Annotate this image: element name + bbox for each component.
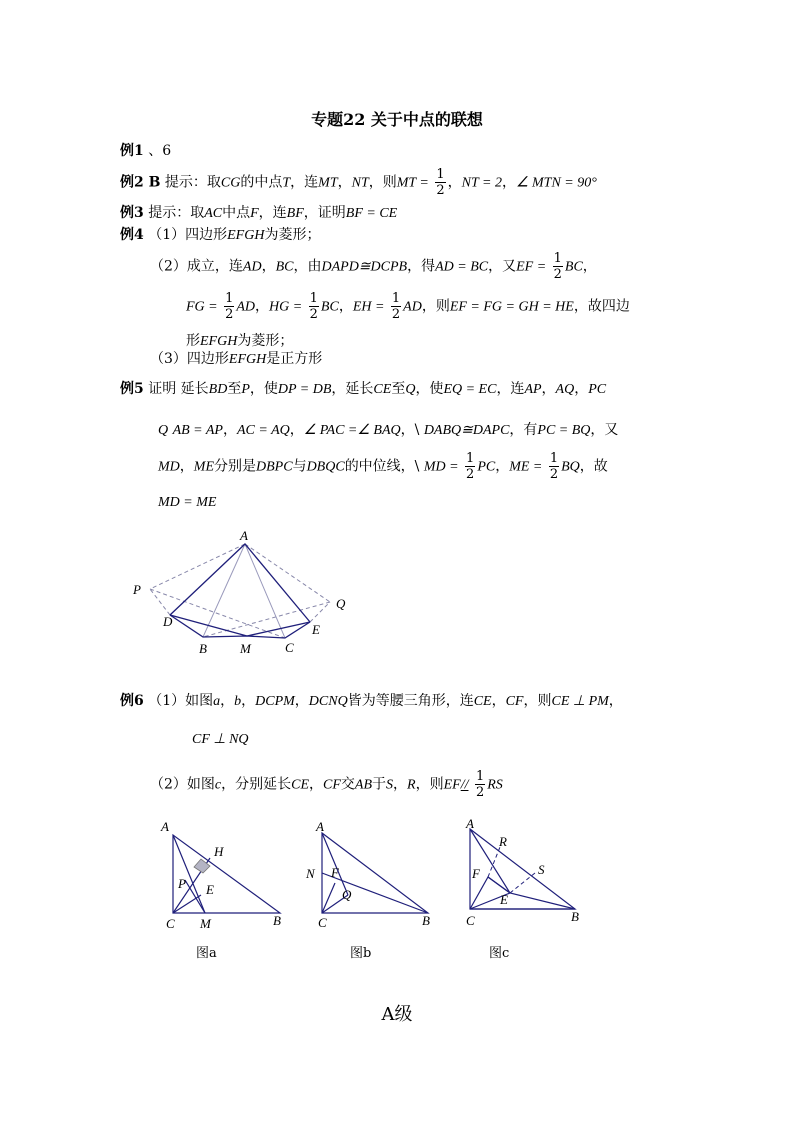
math: EH =: [352, 299, 385, 315]
text: ，使: [249, 381, 278, 397]
fraction: [309, 292, 319, 321]
figure-c: [460, 815, 600, 935]
figure-a: [155, 815, 295, 935]
example-2: [120, 168, 597, 197]
math: CF: [505, 694, 524, 709]
triangle-ABC: [470, 829, 575, 909]
example-2-text: ，连: [290, 174, 319, 191]
math: DABQ≅DAPC: [423, 423, 510, 438]
math: DP = DB: [277, 382, 332, 397]
math: CF: [323, 777, 341, 793]
math: T: [282, 175, 291, 191]
math: c: [214, 777, 222, 793]
math: BQ: [561, 459, 580, 475]
math: FG =: [186, 299, 218, 315]
text: （3）四边形: [150, 351, 229, 367]
comma: ，: [491, 693, 506, 709]
comma: ，: [220, 693, 235, 709]
denominator: 2: [553, 267, 562, 282]
label-M: M: [240, 641, 251, 656]
example-6-label: 例6: [120, 693, 144, 709]
math: S: [386, 777, 394, 793]
comma: ，: [574, 381, 589, 397]
label-A: A: [161, 819, 169, 834]
math: b: [234, 694, 242, 709]
level-heading: A级: [381, 1004, 413, 1025]
text: ，分别延长: [221, 776, 292, 793]
denominator: 2: [225, 307, 234, 322]
math: AD = BC: [435, 259, 489, 275]
fraction: [224, 292, 234, 321]
figure-c-caption: 图c: [489, 946, 510, 961]
comma: ，: [495, 458, 510, 475]
example-2-text: 提示：取: [164, 174, 221, 191]
segment-FR: [488, 847, 500, 877]
example-5-line-1: [120, 378, 606, 398]
numerator: 1: [475, 769, 485, 784]
text: 至: [391, 381, 406, 397]
math: ∠ MTN = 90°: [515, 175, 597, 191]
math: EF =: [516, 259, 547, 275]
label-C: C: [166, 916, 175, 931]
example-4-line-3: [186, 292, 630, 321]
figure-example-5: [125, 530, 355, 660]
math: NT: [351, 175, 369, 191]
denominator: 2: [549, 467, 559, 482]
math: F: [250, 206, 259, 221]
segment-CE: [173, 895, 201, 913]
math: DBPC: [256, 459, 293, 475]
thin-lines: [203, 544, 285, 638]
parallel-equal-symbol: //: [460, 777, 469, 793]
label-D: D: [163, 614, 173, 629]
math: Q: [405, 382, 416, 397]
text: （1）如图: [148, 693, 214, 709]
label-H: H: [214, 844, 224, 859]
text: ，又: [590, 422, 619, 438]
main-lines: [170, 544, 310, 638]
text: ，则: [523, 693, 552, 709]
example-4-line-1: [120, 224, 320, 244]
example-2-text: ，则: [368, 174, 397, 191]
math: DAPD≅DCPB: [321, 259, 408, 275]
label-A: A: [466, 816, 474, 831]
math: EF = FG = GH = HE: [449, 299, 574, 315]
numerator: 1: [549, 451, 559, 466]
page-title: 专题22 关于中点的联想: [311, 110, 483, 129]
math: AB: [354, 777, 373, 793]
comma: ，: [501, 174, 516, 191]
comma: ，: [241, 693, 256, 709]
math: ME: [193, 459, 214, 475]
label-S: S: [538, 862, 545, 877]
math: EQ = EC: [443, 382, 497, 397]
example-4-line-4: [186, 330, 293, 350]
text: ，故: [579, 458, 608, 475]
math: EFGH: [227, 228, 265, 243]
math: CE: [373, 382, 392, 397]
denominator: 2: [309, 307, 318, 322]
example-3-text: 提示：取: [148, 205, 205, 221]
math: EF: [443, 777, 461, 793]
fraction: [475, 770, 485, 799]
math: AD: [242, 259, 262, 275]
math: ME =: [509, 459, 543, 475]
label-P: P: [133, 582, 141, 597]
example-3-label: 例3: [120, 205, 144, 221]
label-B: B: [273, 913, 281, 928]
example-1-answer: 、6: [148, 143, 172, 159]
text: ，连: [496, 381, 525, 397]
example-6-line-2: [192, 731, 249, 748]
figure-a-lines: [173, 835, 280, 913]
label-B: B: [571, 909, 579, 924]
text: 分别是: [214, 458, 256, 475]
math: MT: [318, 175, 338, 191]
label-C: C: [466, 913, 475, 928]
label-M: M: [200, 916, 211, 931]
segment-FE: [488, 877, 510, 893]
figure-c-lines: [470, 829, 575, 909]
numerator: 1: [391, 291, 401, 306]
example-1: [120, 140, 171, 160]
text: 于: [372, 776, 387, 793]
label-E: E: [500, 892, 508, 907]
text: ，延长: [331, 381, 374, 397]
comma: ，: [289, 422, 304, 438]
example-1-label: 例1: [120, 143, 144, 159]
comma: ，: [309, 776, 324, 793]
label-A: A: [240, 528, 248, 543]
label-B: B: [422, 913, 430, 928]
math: AC = AQ: [236, 423, 290, 438]
example-2-label: 例2 B: [120, 174, 161, 191]
fraction: [465, 452, 475, 481]
example-6-line-1: [120, 690, 623, 710]
text: ，使: [415, 381, 444, 397]
text: 交: [340, 776, 355, 793]
math: PC = BQ: [537, 423, 591, 438]
comma: ，: [337, 174, 352, 191]
label-P: P: [178, 876, 186, 891]
text: 至: [227, 381, 242, 397]
label-F: F: [472, 866, 480, 881]
text: ，又: [488, 258, 517, 275]
segment-EM: [247, 622, 310, 636]
math: ∠ PAC =∠ BAQ: [303, 423, 401, 438]
fraction: [553, 252, 563, 281]
segment-PM: [185, 880, 205, 913]
math: CF ⊥ NQ: [192, 732, 249, 747]
segment-AB: [203, 544, 245, 637]
text: （1）四边形: [148, 227, 228, 243]
math: CE ⊥ PM: [551, 694, 609, 709]
math: BC: [320, 299, 339, 315]
example-5-line-2: [158, 419, 618, 439]
label-E: E: [312, 622, 320, 637]
label-R: R: [499, 834, 507, 849]
example-4-line-2: [150, 252, 597, 281]
text: ，则: [415, 776, 444, 793]
example-3-text: ，证明: [303, 205, 346, 221]
numerator: 1: [225, 291, 234, 306]
math: BF = CE: [345, 206, 398, 221]
example-5-label: 例5: [120, 381, 144, 397]
math: AQ: [555, 382, 575, 397]
math: MD =: [423, 459, 459, 475]
text: 与: [292, 458, 307, 475]
text: 是正方形: [266, 351, 323, 367]
segment-AP: [150, 544, 245, 589]
numerator: 1: [309, 291, 318, 306]
math: BF: [286, 206, 304, 221]
math: AD: [403, 299, 422, 315]
math: AP: [524, 382, 542, 397]
math: DBQC: [306, 459, 345, 475]
text: （2）成立，连: [150, 258, 243, 275]
comma: ，: [255, 298, 270, 315]
label-Q: Q: [342, 887, 352, 902]
example-4-label: 例4: [120, 227, 144, 243]
math: CE: [291, 777, 310, 793]
text: ，\: [400, 422, 420, 438]
segment-CFEB: [470, 877, 575, 909]
math: CE: [473, 694, 492, 709]
math: BC: [564, 259, 583, 275]
math: R: [407, 777, 416, 793]
math: a: [213, 694, 221, 709]
math: DCNQ: [308, 694, 348, 709]
math: MD = ME: [158, 495, 217, 510]
figure-a-caption: 图a: [196, 946, 217, 961]
figure-b-caption: 图b: [350, 946, 372, 961]
numerator: 1: [553, 251, 562, 266]
comma: ，: [608, 693, 623, 709]
math: DCPM: [255, 694, 295, 709]
math: BC: [275, 259, 294, 275]
text: 形: [186, 333, 200, 349]
label-E: E: [206, 882, 214, 897]
example-2-text: 的中点: [240, 174, 283, 191]
text: （2）如图: [150, 776, 215, 793]
denominator: 2: [466, 467, 475, 482]
fraction: [435, 168, 445, 197]
text: ，故四边: [573, 298, 630, 315]
example-4-line-5: [150, 348, 322, 368]
math: BD: [208, 382, 228, 397]
comma: ，: [338, 298, 353, 315]
label-A: A: [316, 819, 324, 834]
comma: ，: [447, 174, 462, 191]
label-Q: Q: [336, 596, 346, 611]
numerator: 1: [436, 167, 445, 182]
math: MT =: [396, 175, 429, 191]
numerator: 1: [466, 451, 475, 466]
math: Q: [158, 423, 169, 438]
math: RS: [487, 777, 503, 793]
example-3-text: ，连: [258, 205, 287, 221]
math: HG =: [269, 299, 303, 315]
denominator: 2: [436, 183, 445, 198]
text: ，则: [421, 298, 450, 315]
math: CG: [220, 175, 241, 191]
example-5-line-4: [158, 494, 216, 511]
label-C: C: [318, 915, 327, 930]
text: ，得: [407, 258, 436, 275]
fraction: [391, 292, 401, 321]
math: AB = AP: [172, 423, 223, 438]
text: ，有: [509, 422, 538, 438]
comma: ，: [261, 258, 276, 275]
text: 为菱形；: [237, 333, 294, 349]
text: 皆为等腰三角形，连: [347, 693, 474, 709]
math: PC: [588, 382, 607, 397]
example-3-text: 中点: [222, 205, 251, 221]
example-6-line-3: [150, 770, 503, 799]
math: NT = 2: [461, 175, 502, 191]
label-B: B: [199, 641, 207, 656]
math: MD: [158, 459, 180, 475]
figure-b: [300, 815, 440, 935]
math: P: [241, 382, 250, 397]
text: ，由: [293, 258, 322, 275]
label-C: C: [285, 640, 294, 655]
math: EFGH: [200, 334, 238, 349]
math: AD: [236, 299, 256, 315]
text: 的中位线，\: [344, 458, 420, 475]
fraction: [549, 452, 559, 481]
comma: ，: [393, 776, 408, 793]
segment-DM: [170, 615, 247, 636]
comma: ，: [582, 258, 597, 275]
example-5-line-3: [158, 452, 608, 481]
denominator: 2: [475, 785, 485, 800]
label-F: F: [331, 865, 339, 880]
math: PC: [477, 459, 496, 475]
math: EFGH: [228, 352, 267, 367]
comma: ，: [541, 381, 556, 397]
comma: ，: [294, 693, 309, 709]
comma: ，: [179, 458, 194, 475]
text: 为菱形；: [264, 227, 321, 243]
text: 证明 延长: [148, 381, 209, 397]
example-3: [120, 202, 397, 222]
math: AC: [204, 206, 223, 221]
comma: ，: [222, 422, 237, 438]
label-N: N: [306, 866, 315, 881]
denominator: 2: [391, 307, 401, 322]
